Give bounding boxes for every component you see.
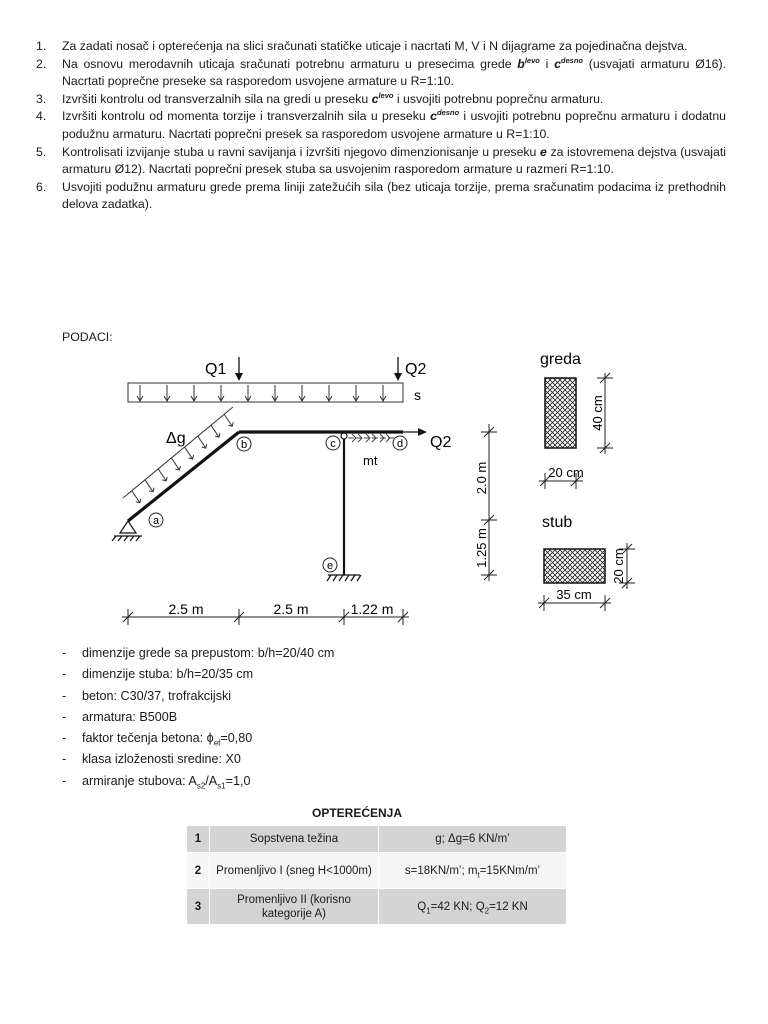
task-number: 5.: [36, 144, 47, 159]
subscript: t: [477, 869, 480, 879]
greda-label: greda: [540, 351, 581, 368]
node-a: [149, 513, 163, 527]
text-run: =42 KN; Q: [430, 900, 485, 913]
task-item: [36, 108, 726, 143]
svg-text:c: c: [330, 438, 336, 450]
text-run: Izvršiti kontrolu od transverzalnih sila na gredi u preseku: [62, 91, 372, 106]
text-run: Izvršiti kontrolu od momenta torzije i transverzalnih sila u preseku: [62, 109, 431, 124]
text-run: Na osnovu merodavnih uticaja sračunati potrebnu armaturu u presecima grede: [62, 56, 518, 71]
property-item: [62, 707, 562, 728]
dim-lower-label: 1.25 m: [474, 528, 489, 568]
text-run: =1,0: [225, 773, 251, 788]
property-item: [62, 771, 562, 792]
load-value: [379, 853, 567, 889]
table-row: [187, 889, 567, 925]
q2-side-label: Q2: [430, 434, 452, 451]
torsion-load-mt: [348, 434, 394, 442]
section-ref-side: desno: [436, 108, 460, 118]
section-ref: c: [371, 91, 379, 106]
task-number: 3.: [36, 91, 47, 106]
task-number: 4.: [36, 109, 47, 124]
subscript: s2: [196, 781, 206, 791]
text-run: i: [539, 56, 555, 71]
stub-h-label: 20 cm: [611, 548, 626, 584]
dim-span1-label: 2.5 m: [168, 601, 204, 617]
node-e: [323, 558, 337, 572]
greda-h-label: 40 cm: [590, 395, 605, 431]
property-list: [62, 643, 562, 792]
svg-text:a: a: [152, 515, 160, 527]
text-run: (usvajati armaturu Ø16). Nacrtati poprečne preseke sa rasporedom usvojene armature u R=1:10.: [62, 56, 726, 89]
text-run: armiranje stubova: A: [82, 773, 197, 788]
column-cross-section: [538, 514, 635, 611]
property-item: [62, 643, 562, 664]
pinned-support-a: [112, 521, 142, 541]
mt-label: mt: [363, 453, 378, 468]
text-run: =0,80: [220, 731, 253, 746]
text-run: armatura: B500B: [82, 709, 178, 724]
text-run: =12 KN: [489, 900, 528, 913]
text-run: Za zadati nosač i opterećenja na slici sračunati statičke uticaje i nacrtati M, V i N dijagrame za pojedinačna dejstva.: [62, 39, 688, 53]
q1-label: Q1: [205, 361, 227, 378]
loads-table-title: OPTEREĆENJA: [312, 806, 403, 820]
q2-top-label: Q2: [405, 361, 427, 378]
property-item: [62, 686, 562, 707]
greda-b-label: 20 cm: [548, 465, 584, 480]
dim-upper-label: 2.0 m: [474, 461, 489, 495]
beam-cross-section: [539, 351, 613, 489]
subscript: s1: [217, 781, 226, 791]
point-load-q2-horizontal: [403, 428, 451, 451]
property-item: [62, 664, 562, 685]
dead-load-dg: [123, 407, 233, 503]
table-row: [187, 853, 567, 889]
text-run: /A: [205, 773, 218, 788]
load-value: [379, 826, 567, 853]
node-d: [393, 436, 407, 450]
task-item: [36, 91, 726, 109]
svg-text:b: b: [240, 439, 248, 451]
subscript: 1: [426, 905, 431, 915]
podaci-label: PODACI:: [62, 330, 113, 344]
text-run: klasa izloženosti sredine: X0: [82, 752, 241, 767]
text-run: g; Δg=6 KN/m’: [435, 833, 510, 845]
text-run: dimenzije grede sa prepustom: b/h=20/40 cm: [82, 646, 335, 660]
load-number: 3: [187, 889, 210, 925]
dg-label: Δg: [166, 430, 186, 447]
section-ref-side: desno: [560, 55, 583, 65]
task-number: 6.: [36, 179, 47, 194]
text-run: dimenzije stuba: b/h=20/35 cm: [82, 667, 254, 682]
load-value: [379, 889, 567, 925]
section-ref-side: levo: [378, 90, 394, 100]
subscript: ef: [213, 738, 221, 748]
load-number: 1: [187, 826, 210, 853]
task-item: [36, 38, 726, 56]
load-name: Promenljivo II (korisno kategorije A): [210, 889, 379, 925]
fixed-support-e: [327, 575, 361, 581]
text-run: beton: C30/37, trofrakcijski: [82, 688, 232, 703]
snow-load-s: [128, 383, 403, 402]
text-run: Usvojiti podužnu armaturu grede prema liniji zatežućih sila (bez uticaja torzije, prema sračunatim podacima iz prethodnih delova zadatka).: [62, 179, 726, 212]
point-load-q2-vertical: [394, 357, 426, 381]
property-item: [62, 749, 562, 770]
section-ref-side: levo: [524, 55, 540, 65]
stub-b-label: 35 cm: [556, 587, 592, 602]
node-b: [237, 437, 251, 451]
section-ref: c: [430, 109, 437, 124]
section-ref: e: [540, 144, 547, 159]
svg-text:d: d: [396, 438, 404, 450]
dim-span3-label: 1.22 m: [350, 601, 394, 617]
dim-span2-label: 2.5 m: [273, 601, 309, 617]
text-run: s=18KN/m’; m: [404, 864, 478, 877]
load-name: Promenljivo I (sneg H<1000m): [210, 853, 379, 889]
structural-scheme: [0, 340, 768, 640]
load-name: Sopstvena težina: [210, 826, 379, 853]
node-c: [326, 436, 340, 450]
task-number: 2.: [36, 56, 47, 71]
subscript: 2: [484, 905, 490, 915]
svg-text:e: e: [326, 560, 334, 572]
point-load-q1: [205, 357, 243, 381]
load-number: 2: [187, 853, 210, 889]
loads-table: [186, 825, 567, 925]
text-run: i usvojiti potrebnu poprečnu armaturu.: [393, 91, 604, 106]
text-run: za istovremena dejstva (usvajati armaturu Ø12). Nacrtati poprečni presek stuba sa usvojenim rasporedom armature u razmeri R=1:10.: [62, 144, 727, 177]
text-run: faktor tečenja betona: ϕ: [82, 731, 214, 746]
section-ref: b: [517, 56, 525, 71]
property-item: [62, 728, 562, 749]
s-label: s: [414, 387, 421, 403]
task-number: 1.: [36, 39, 47, 53]
task-item: [36, 179, 726, 214]
text-run: i usvojiti potrebnu poprečnu armaturu i dodatnu podužnu armaturu. Nacrtati poprečni presek sa rasporedom usvojene armature u R=1:10.: [62, 109, 726, 141]
section-ref: c: [554, 56, 561, 71]
task-item: [36, 144, 726, 179]
text-run: =15KNm/m’: [479, 864, 541, 877]
text-run: Kontrolisati izvijanje stuba u ravni savijanja i izvršiti njegovo dimenzionisanje u preseku: [62, 144, 541, 159]
table-row: [187, 826, 567, 853]
stub-label: stub: [542, 514, 573, 531]
task-list: [36, 38, 726, 214]
text-run: Q: [417, 900, 427, 913]
task-item: [36, 56, 726, 91]
frame-structure: [128, 432, 403, 575]
